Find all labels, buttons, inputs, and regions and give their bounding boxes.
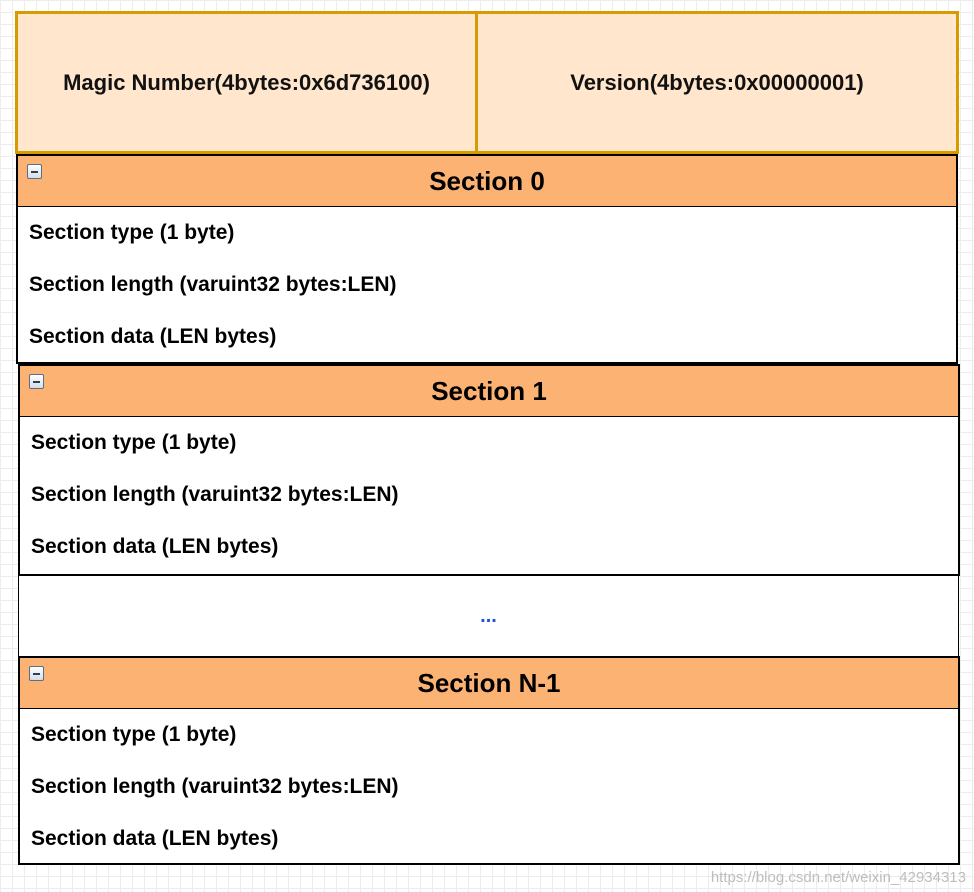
section-type-field: Section type (1 byte): [31, 431, 237, 454]
collapse-icon[interactable]: [27, 164, 42, 179]
section-0-title: Section 0: [429, 165, 545, 196]
section-type-field: Section type (1 byte): [29, 221, 235, 244]
section-data-field: Section data (LEN bytes): [31, 827, 279, 850]
section-1-title: Section 1: [431, 375, 547, 406]
section-n-1-box: [18, 656, 960, 865]
section-data-field: Section data (LEN bytes): [31, 535, 279, 558]
section-n-1-title: Section N-1: [417, 667, 561, 698]
collapse-icon[interactable]: [29, 374, 44, 389]
section-data-field: Section data (LEN bytes): [29, 325, 277, 348]
section-n-1-header: [20, 658, 958, 709]
more-sections-ellipsis: [18, 575, 959, 657]
file-header-row: [15, 11, 959, 154]
section-length-field: Section length (varuint32 bytes:LEN): [29, 273, 397, 296]
section-1-header: [20, 366, 958, 417]
section-1-box: [18, 364, 960, 576]
ellipsis-text: ...: [480, 604, 497, 627]
collapse-icon[interactable]: [29, 666, 44, 681]
section-length-field: Section length (varuint32 bytes:LEN): [31, 483, 399, 506]
section-type-field: Section type (1 byte): [31, 723, 237, 746]
section-length-field: Section length (varuint32 bytes:LEN): [31, 775, 399, 798]
watermark: https://blog.csdn.net/weixin_42934313: [710, 869, 966, 886]
version-cell: [475, 11, 959, 154]
version-label: Version(4bytes:0x00000001): [570, 69, 864, 95]
section-0-header: [18, 156, 956, 207]
section-0-box: [16, 154, 958, 364]
magic-number-label: Magic Number(4bytes:0x6d736100): [63, 69, 430, 95]
magic-number-cell: [15, 11, 478, 154]
